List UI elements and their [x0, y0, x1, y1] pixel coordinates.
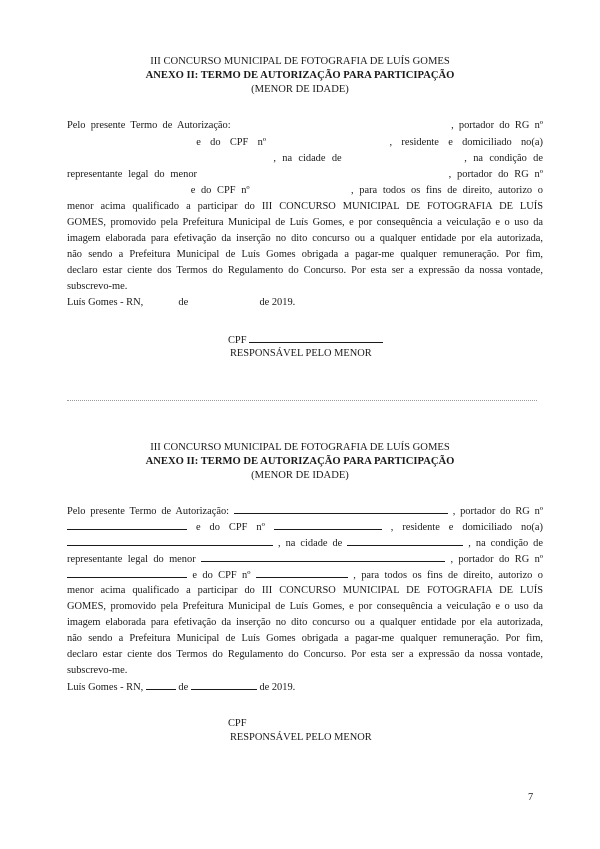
text-line: declaro estar ciente dos Termos do Regulamento do Concurso. Por esta ser a expressão da nossa vontade,	[67, 649, 543, 660]
page-number: 7	[528, 792, 534, 803]
text-line: GOMES, promovido pela Prefeitura Municipal de Luís Gomes, e por consequência a veiculação e o uso da	[67, 601, 543, 612]
month-field[interactable]	[191, 296, 257, 305]
text-line: imagem elaborada para efetivação da inserção no dito concurso ou a qualquer entidade por ela autorizada,	[67, 233, 543, 244]
minor-name-field[interactable]	[201, 552, 445, 562]
text-line: menor acima qualificado a participar do III CONCURSO MUNICIPAL DE FOTOGRAFIA DE LUÍS	[67, 585, 543, 596]
text-line: e do CPF nº , residente e domiciliado no(a)	[67, 136, 543, 149]
city-field[interactable]	[348, 152, 458, 161]
text-line: e do CPF nº , residente e domiciliado no(a)	[67, 520, 543, 534]
rg-field[interactable]	[67, 136, 187, 145]
contest-title: III CONCURSO MUNICIPAL DE FOTOGRAFIA DE LUÍS GOMES	[150, 442, 450, 453]
minor-cpf-field[interactable]	[255, 184, 345, 193]
text-line: subscrevo-me.	[67, 665, 128, 676]
minor-name-field[interactable]	[203, 168, 443, 177]
text-line: e do CPF nº , para todos os fins de direito, autorizo o	[67, 568, 543, 582]
minor-subtitle: (MENOR DE IDADE)	[251, 470, 349, 481]
text-line: e do CPF nº , para todos os fins de direito, autorizo o	[67, 184, 543, 197]
contest-title: III CONCURSO MUNICIPAL DE FOTOGRAFIA DE LUÍS GOMES	[150, 56, 450, 67]
signer-label: RESPONSÁVEL PELO MENOR	[230, 348, 372, 359]
address-field[interactable]	[67, 152, 267, 161]
signer-label: RESPONSÁVEL PELO MENOR	[230, 732, 372, 743]
city-field[interactable]	[347, 536, 463, 546]
place-date-line: Luís Gomes - RN, de de 2019.	[67, 682, 296, 693]
cut-divider	[67, 400, 537, 401]
text-line: , na cidade de , na condição de	[67, 152, 543, 165]
text-line: não sendo a Prefeitura Municipal de Luís Gomes obrigada a pagar-me qualquer remuneração. Por fim,	[67, 633, 543, 644]
day-field[interactable]	[146, 680, 176, 690]
minor-rg-field[interactable]	[67, 184, 185, 193]
text-line: subscrevo-me.	[67, 281, 128, 292]
minor-cpf-field[interactable]	[256, 568, 348, 578]
text-line: representante legal do menor , portador do RG nº	[67, 554, 543, 565]
text-line: representante legal do menor , portador do RG nº	[67, 169, 543, 180]
signature-cpf-field[interactable]	[249, 333, 383, 343]
minor-rg-field[interactable]	[67, 568, 187, 578]
address-field[interactable]	[67, 536, 273, 546]
rg-field[interactable]	[67, 520, 187, 530]
minor-subtitle: (MENOR DE IDADE)	[251, 84, 349, 95]
text-line: , na cidade de , na condição de	[67, 536, 543, 550]
signature-cpf-line: CPF	[228, 333, 383, 347]
text-line: declaro estar ciente dos Termos do Regulamento do Concurso. Por esta ser a expressão da nossa vontade,	[67, 265, 543, 276]
text-line: GOMES, promovido pela Prefeitura Municipal de Luís Gomes, e por consequência a veiculação e o uso da	[67, 217, 543, 228]
text-line: menor acima qualificado a participar do III CONCURSO MUNICIPAL DE FOTOGRAFIA DE LUÍS	[67, 201, 543, 212]
cpf-field[interactable]	[274, 520, 382, 530]
name-field[interactable]	[234, 504, 448, 514]
place-date-line: Luís Gomes - RN, de de 2019.	[67, 297, 296, 308]
text-line: não sendo a Prefeitura Municipal de Luís Gomes obrigada a pagar-me qualquer remuneração. Por fim,	[67, 249, 543, 260]
annex-title: ANEXO II: TERMO DE AUTORIZAÇÃO PARA PARTICIPAÇÃO	[145, 70, 455, 81]
text-line: Pelo presente Termo de Autorização: , portador do RG nº	[67, 506, 543, 517]
text-line: Pelo presente Termo de Autorização: , portador do RG nº	[67, 120, 543, 131]
month-field[interactable]	[191, 680, 257, 690]
annex-title: ANEXO II: TERMO DE AUTORIZAÇÃO PARA PARTICIPAÇÃO	[145, 456, 455, 467]
name-field[interactable]	[236, 119, 446, 128]
text-line: imagem elaborada para efetivação da inserção no dito concurso ou a qualquer entidade por ela autorizada,	[67, 617, 543, 628]
cpf-field[interactable]	[275, 136, 380, 145]
signature-cpf-line: CPF	[228, 718, 247, 729]
day-field[interactable]	[146, 296, 176, 305]
